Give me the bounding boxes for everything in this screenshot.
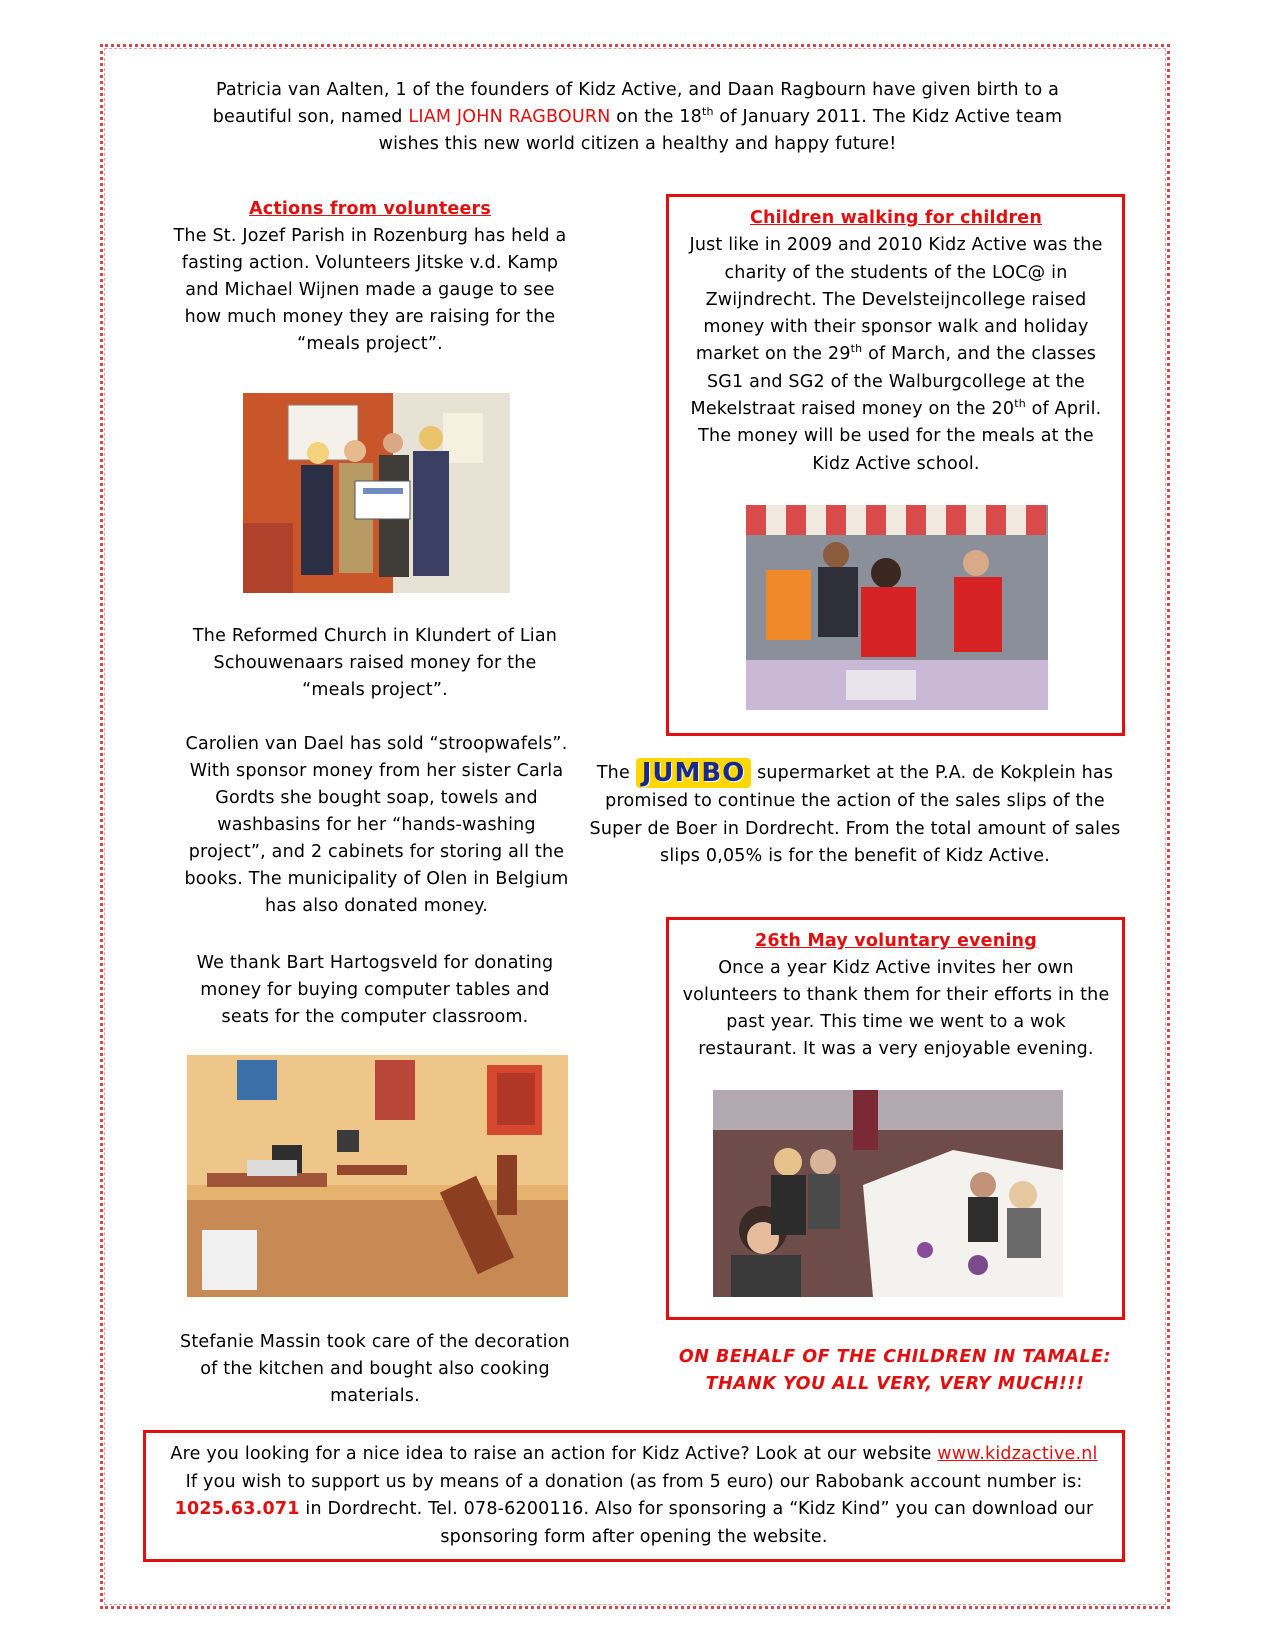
walking-body-2: of March, and the classes SG1 and SG2 of the Walburgcollege at the Mekelstraat raised money on the 20: [690, 344, 1097, 420]
volunteers-body: The St. Jozef Parish in Rozenburg has held a fasting action. Volunteers Jitske v.d. Kamp and Michael Wijnen made a gauge to see how much money they are raising for the “meals project”.: [173, 226, 567, 354]
volunteers-section: [170, 196, 570, 358]
jumbo-pre: The: [596, 763, 636, 783]
footer-intro: Are you looking for a nice idea to raise an action for Kidz Active? Look at our website: [170, 1444, 938, 1464]
reformed-church-text: The Reformed Church in Klundert of Lian Schouwenaars raised money for the “meals project”.: [192, 626, 558, 700]
intro-line-2-pre: beautiful son, named: [212, 107, 409, 127]
walking-text: [681, 205, 1111, 478]
intro-line-3: wishes this new world citizen a healthy and happy future!: [378, 134, 897, 154]
footer-text: [154, 1441, 1114, 1551]
ordinal-suffix: th: [850, 342, 863, 356]
ordinal-suffix: th: [1014, 397, 1026, 411]
evening-box: [666, 917, 1125, 1320]
jumbo-text: [585, 758, 1125, 871]
evening-body: Once a year Kidz Active invites her own volunteers to thank them for their efforts in the past year. This time we went to a wok restaurant. It was a very enjoyable evening.: [682, 958, 1110, 1059]
walking-heading: Children walking for children: [749, 208, 1043, 228]
volunteers-heading: Actions from volunteers: [249, 199, 491, 219]
jumbo-body: supermarket at the P.A. de Kokplein has promised to continue the action of the sales slips of the Super de Boer in Dordrecht. From the total amount of sales slips 0,05% is for the benefit of Kidz Active.: [589, 763, 1121, 866]
intro-text: [150, 77, 1125, 158]
intro-line-2-post: of January 2011. The Kidz Active team: [713, 107, 1063, 127]
stefanie-text: Stefanie Massin took care of the decoration of the kitchen and bought also cooking materials.: [180, 1332, 570, 1406]
intro-line-2-mid: on the 18: [610, 107, 702, 127]
bart-text: We thank Bart Hartogsveld for donating money for buying computer tables and seats for the computer classroom.: [196, 953, 554, 1027]
footer-line-3: in Dordrecht. Tel. 078-6200116. Also for sponsoring a “Kidz Kind” you can download our sponsoring form after opening the website.: [299, 1499, 1094, 1547]
walking-body-3: of April. The money will be used for the meals at the Kidz Active school.: [698, 399, 1102, 474]
closing-message: ON BEHALF OF THE CHILDREN IN TAMALE: THANK YOU ALL VERY, VERY MUCH!!!: [678, 1347, 1112, 1394]
gauge-photo: [243, 393, 510, 593]
walking-box: [666, 194, 1125, 736]
carolien-text: Carolien van Dael has sold “stroopwafels”. With sponsor money from her sister Carla Gordts she bought soap, towels and washbasins for her “hands-washing project”, and 2 cabinets for storing all the books. The municipality of Olen in Belgium has also donated money.: [184, 734, 569, 916]
jumbo-logo: JUMBO: [636, 758, 752, 788]
ordinal-suffix: th: [701, 105, 714, 119]
footer-line-2: If you wish to support us by means of a donation (as from 5 euro) our Rabobank account number is:: [185, 1471, 1083, 1492]
website-link[interactable]: www.kidzactive.nl: [937, 1444, 1098, 1464]
restaurant-photo: [713, 1090, 1063, 1297]
intro-line-1: Patricia van Aalten, 1 of the founders of Kidz Active, and Daan Ragbourn have given birth to a: [215, 80, 1060, 100]
evening-heading: 26th May voluntary evening: [755, 931, 1037, 951]
footer-box: [143, 1430, 1125, 1562]
baby-name: LIAM JOHN RAGBOURN: [408, 107, 611, 127]
walking-body-1: Just like in 2009 and 2010 Kidz Active was the charity of the students of the LOC@ in Zwijndrecht. The Develsteijncollege raised money with their sponsor walk and holiday market on the 29: [689, 235, 1103, 365]
account-number: 1025.63.071: [174, 1499, 300, 1519]
market-stall-photo: [746, 505, 1048, 710]
evening-text: [681, 928, 1111, 1063]
computer-classroom-photo: [187, 1055, 568, 1297]
